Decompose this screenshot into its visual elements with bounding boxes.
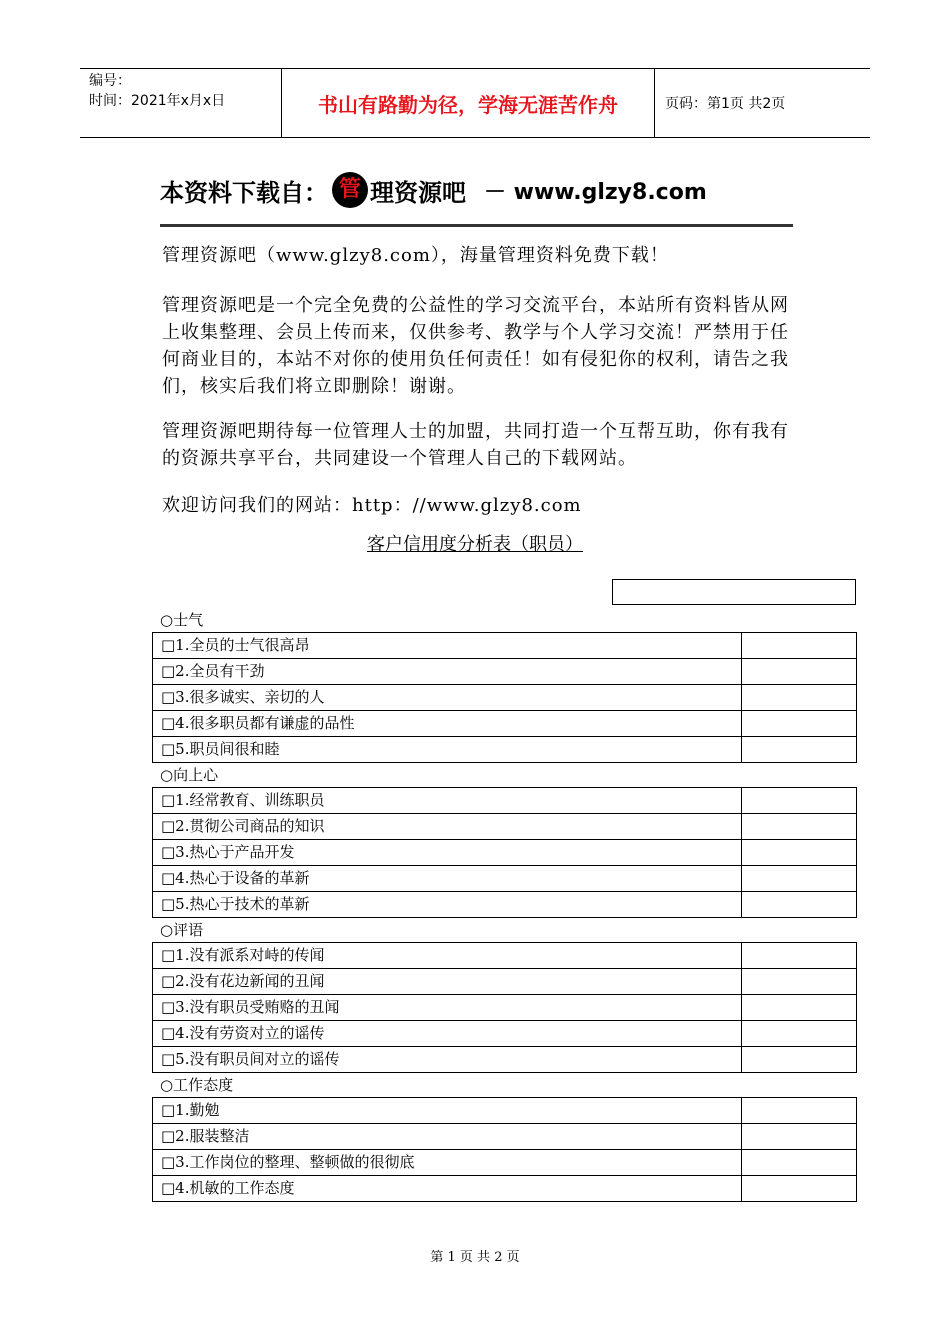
intro-paragraph-1: [162, 242, 802, 269]
banner-prefix: 本资料下载自：: [160, 178, 328, 207]
score-cell[interactable]: [742, 1047, 856, 1072]
checklist-item[interactable]: □4.热心于设备的革新: [153, 866, 742, 891]
table-row: [153, 658, 856, 684]
score-cell[interactable]: [742, 866, 856, 891]
checklist-item[interactable]: □3.很多诚实、亲切的人: [153, 685, 742, 710]
table-row: [153, 891, 856, 917]
section-table: [152, 1097, 857, 1202]
section-heading: ○评语: [160, 921, 204, 939]
document-header: [80, 68, 870, 138]
intro-text-1: 管理资源吧（www.glzy8.com），海量管理资料免费下载！: [162, 245, 669, 266]
table-row: [153, 1046, 856, 1072]
intro-text-2: 管理资源吧是一个完全免费的公益性的学习交流平台，本站所有资料皆从网上收集整理、会员上传而来，仅供参考、教学与个人学习交流！严禁用于任何商业目的，本站不对你的使用负任何责任！如有侵犯你的权利，请告之我们，核实后我们将立即删除！谢谢。: [162, 295, 789, 397]
checklist-item[interactable]: □3.没有职员受贿赂的丑闻: [153, 995, 742, 1020]
score-cell[interactable]: [742, 1176, 856, 1201]
score-cell[interactable]: [742, 814, 856, 839]
score-cell[interactable]: [742, 840, 856, 865]
score-cell[interactable]: [742, 1124, 856, 1149]
table-row: [153, 788, 856, 813]
intro-paragraph-4: [162, 492, 802, 519]
table-row: [153, 710, 856, 736]
score-cell[interactable]: [742, 633, 856, 658]
section-table: [152, 632, 857, 763]
table-row: [153, 1098, 856, 1123]
download-banner: [160, 168, 792, 212]
page-footer: 第 1 页 共 2 页: [430, 1250, 520, 1265]
checklist-item[interactable]: □4.没有劳资对立的谣传: [153, 1021, 742, 1046]
checklist-item[interactable]: □2.服装整洁: [153, 1124, 742, 1149]
checklist-item[interactable]: □4.很多职员都有谦虚的品性: [153, 711, 742, 736]
score-cell[interactable]: [742, 737, 856, 762]
banner-url[interactable]: － www.glzy8.com: [484, 179, 707, 205]
score-cell[interactable]: [742, 659, 856, 684]
banner-site-name: 理资源吧: [370, 178, 466, 207]
table-row: [153, 736, 856, 762]
table-row: [153, 994, 856, 1020]
table-row: [153, 813, 856, 839]
checklist-item[interactable]: □1.全员的士气很高昂: [153, 633, 742, 658]
score-cell[interactable]: [742, 995, 856, 1020]
evaluation-form: [152, 608, 857, 1202]
checklist-item[interactable]: □4.机敏的工作态度: [153, 1176, 742, 1201]
table-row: [153, 865, 856, 891]
score-cell[interactable]: [742, 1150, 856, 1175]
table-row: [153, 839, 856, 865]
score-cell[interactable]: [742, 788, 856, 813]
header-motto-cell: [282, 69, 655, 137]
intro-text-4[interactable]: 欢迎访问我们的网站：http：//www.glzy8.com: [162, 495, 582, 516]
header-meta: [80, 69, 282, 137]
score-cell[interactable]: [742, 892, 856, 917]
checklist-item[interactable]: □1.经常教育、训练职员: [153, 788, 742, 813]
intro-paragraph-2: [162, 292, 802, 400]
section-heading: ○士气: [160, 611, 204, 629]
table-row: [153, 943, 856, 968]
intro-text-3: 管理资源吧期待每一位管理人士的加盟，共同打造一个互帮互助，你有我有的资源共享平台，共同建设一个管理人自己的下载网站。: [162, 421, 789, 469]
table-row: [153, 968, 856, 994]
checklist-item[interactable]: □2.全员有干劲: [153, 659, 742, 684]
checklist-item[interactable]: □5.热心于技术的革新: [153, 892, 742, 917]
form-title: [0, 530, 950, 556]
checklist-item[interactable]: □1.没有派系对峙的传闻: [153, 943, 742, 968]
table-row: [153, 1149, 856, 1175]
time-label: 时间：2021年x月x日: [89, 93, 226, 109]
banner-divider: [160, 224, 793, 227]
checklist-item[interactable]: □2.贯彻公司商品的知识: [153, 814, 742, 839]
checklist-item[interactable]: □3.工作岗位的整理、整顿做的很彻底: [153, 1150, 742, 1175]
checklist-item[interactable]: □5.职员间很和睦: [153, 737, 742, 762]
score-cell[interactable]: [742, 969, 856, 994]
table-row: [153, 1123, 856, 1149]
section-table: [152, 787, 857, 918]
section-table: [152, 942, 857, 1073]
checklist-item[interactable]: □1.勤勉: [153, 1098, 742, 1123]
section-heading: ○工作态度: [160, 1076, 234, 1094]
page-info: 页码：第1页 共2页: [665, 96, 786, 112]
table-row: [153, 684, 856, 710]
table-row: [153, 1175, 856, 1201]
site-logo-icon: 管: [332, 172, 368, 208]
score-cell[interactable]: [742, 1098, 856, 1123]
score-cell[interactable]: [742, 685, 856, 710]
table-row: [153, 1020, 856, 1046]
form-title-text: 客户信用度分析表（职员）: [367, 534, 583, 555]
code-label: 编号：: [89, 73, 131, 89]
intro-paragraph-3: [162, 418, 802, 472]
table-row: [153, 633, 856, 658]
checklist-item[interactable]: □2.没有花边新闻的丑闻: [153, 969, 742, 994]
checklist-item[interactable]: □5.没有职员间对立的谣传: [153, 1047, 742, 1072]
score-cell[interactable]: [742, 711, 856, 736]
motto: 书山有路勤为径，学海无涯苦作舟: [318, 92, 618, 117]
checklist-item[interactable]: □3.热心于产品开发: [153, 840, 742, 865]
header-input-box[interactable]: [612, 579, 856, 605]
score-cell[interactable]: [742, 1021, 856, 1046]
section-heading: ○向上心: [160, 766, 219, 784]
score-cell[interactable]: [742, 943, 856, 968]
